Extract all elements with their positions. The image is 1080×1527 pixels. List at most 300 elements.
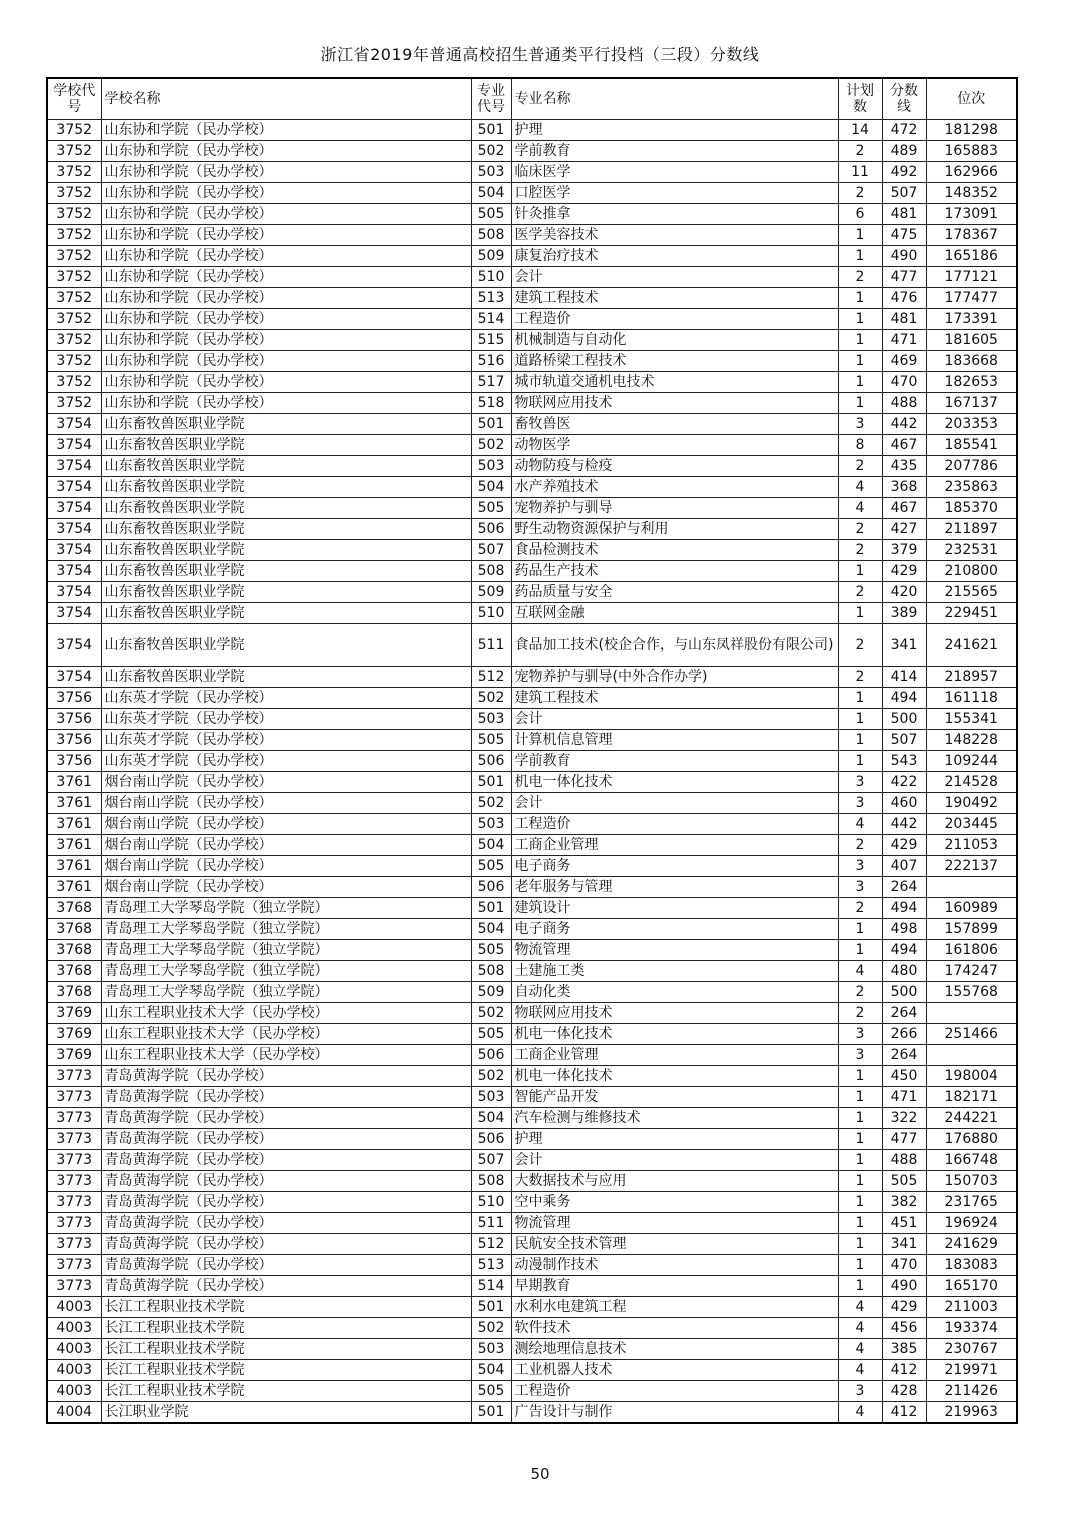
cell-plan: 1 [838, 1066, 882, 1087]
cell-school-name: 山东协和学院（民办学校） [101, 183, 471, 204]
cell-major-name: 水产养殖技术 [511, 477, 838, 498]
cell-school-code: 3773 [47, 1066, 101, 1087]
table-row [47, 267, 1017, 288]
cell-school-code: 3752 [47, 141, 101, 162]
cell-major-name: 电子商务 [511, 919, 838, 940]
table-row [47, 1087, 1017, 1108]
cell-school-code: 3761 [47, 856, 101, 877]
table-row [47, 1108, 1017, 1129]
cell-major-name: 药品质量与安全 [511, 582, 838, 603]
cell-rank: 181605 [926, 330, 1017, 351]
cell-school-code: 3754 [47, 540, 101, 561]
cell-school-code: 3769 [47, 1024, 101, 1045]
cell-plan: 1 [838, 1129, 882, 1150]
cell-major-code: 505 [471, 1381, 511, 1402]
cell-score: 477 [882, 267, 926, 288]
cell-major-code: 507 [471, 540, 511, 561]
cell-plan: 1 [838, 288, 882, 309]
table-row [47, 477, 1017, 498]
cell-school-name: 山东协和学院（民办学校） [101, 372, 471, 393]
cell-school-code: 3754 [47, 582, 101, 603]
cell-major-code: 514 [471, 1276, 511, 1297]
table-row [47, 582, 1017, 603]
cell-plan: 1 [838, 351, 882, 372]
cell-school-code: 3752 [47, 183, 101, 204]
table-row [47, 183, 1017, 204]
table-row [47, 330, 1017, 351]
cell-school-code: 3754 [47, 603, 101, 624]
cell-rank: 185370 [926, 498, 1017, 519]
cell-score: 414 [882, 667, 926, 688]
cell-rank: 222137 [926, 856, 1017, 877]
cell-score: 475 [882, 225, 926, 246]
cell-major-code: 501 [471, 1402, 511, 1424]
cell-rank: 231765 [926, 1192, 1017, 1213]
cell-major-code: 513 [471, 288, 511, 309]
cell-plan: 4 [838, 1339, 882, 1360]
cell-score: 480 [882, 961, 926, 982]
table-row [47, 709, 1017, 730]
cell-major-name: 电子商务 [511, 856, 838, 877]
table-row [47, 372, 1017, 393]
cell-rank: 167137 [926, 393, 1017, 414]
cell-school-name: 山东畜牧兽医职业学院 [101, 667, 471, 688]
cell-plan: 1 [838, 225, 882, 246]
cell-rank: 165186 [926, 246, 1017, 267]
cell-score: 470 [882, 1255, 926, 1276]
cell-score: 422 [882, 772, 926, 793]
cell-rank: 166748 [926, 1150, 1017, 1171]
cell-plan: 3 [838, 1381, 882, 1402]
cell-school-code: 3761 [47, 877, 101, 898]
cell-school-name: 山东畜牧兽医职业学院 [101, 519, 471, 540]
cell-school-code: 3752 [47, 330, 101, 351]
cell-score: 451 [882, 1213, 926, 1234]
cell-rank: 177477 [926, 288, 1017, 309]
cell-plan: 2 [838, 519, 882, 540]
table-row [47, 120, 1017, 141]
cell-major-name: 广告设计与制作 [511, 1402, 838, 1424]
cell-plan: 1 [838, 330, 882, 351]
table-header-row [47, 78, 1017, 120]
cell-score: 435 [882, 456, 926, 477]
cell-plan: 1 [838, 688, 882, 709]
cell-plan: 1 [838, 709, 882, 730]
cell-major-code: 505 [471, 498, 511, 519]
cell-score: 494 [882, 940, 926, 961]
cell-rank: 198004 [926, 1066, 1017, 1087]
cell-plan: 3 [838, 1045, 882, 1066]
cell-major-name: 野生动物资源保护与利用 [511, 519, 838, 540]
cell-plan: 3 [838, 414, 882, 435]
cell-school-code: 3768 [47, 919, 101, 940]
cell-score: 488 [882, 1150, 926, 1171]
cell-school-name: 青岛理工大学琴岛学院（独立学院） [101, 940, 471, 961]
cell-score: 494 [882, 898, 926, 919]
cell-school-code: 3754 [47, 498, 101, 519]
cell-major-code: 504 [471, 1360, 511, 1381]
cell-rank: 183083 [926, 1255, 1017, 1276]
cell-school-name: 烟台南山学院（民办学校） [101, 793, 471, 814]
header-score: 分数线 [882, 78, 926, 120]
cell-major-code: 504 [471, 919, 511, 940]
cell-score: 488 [882, 393, 926, 414]
page-title: 浙江省2019年普通高校招生普通类平行投档（三段）分数线 [320, 45, 760, 64]
cell-major-code: 502 [471, 793, 511, 814]
cell-plan: 1 [838, 1234, 882, 1255]
cell-score: 322 [882, 1108, 926, 1129]
cell-school-code: 3773 [47, 1129, 101, 1150]
cell-major-name: 物联网应用技术 [511, 393, 838, 414]
cell-score: 500 [882, 982, 926, 1003]
cell-school-code: 3768 [47, 940, 101, 961]
cell-score: 498 [882, 919, 926, 940]
header-plan: 计划数 [838, 78, 882, 120]
cell-score: 507 [882, 183, 926, 204]
cell-school-code: 3754 [47, 624, 101, 667]
cell-score: 481 [882, 204, 926, 225]
cell-school-code: 3754 [47, 414, 101, 435]
cell-school-name: 山东畜牧兽医职业学院 [101, 603, 471, 624]
table-row [47, 1213, 1017, 1234]
cell-rank: 235863 [926, 477, 1017, 498]
cell-rank: 244221 [926, 1108, 1017, 1129]
cell-major-name: 汽车检测与维修技术 [511, 1108, 838, 1129]
cell-major-code: 503 [471, 814, 511, 835]
cell-rank: 214528 [926, 772, 1017, 793]
table-row [47, 624, 1017, 667]
cell-school-code: 3756 [47, 709, 101, 730]
cell-major-code: 504 [471, 183, 511, 204]
cell-school-name: 青岛黄海学院（民办学校） [101, 1213, 471, 1234]
cell-school-code: 3773 [47, 1276, 101, 1297]
cell-score: 471 [882, 330, 926, 351]
cell-school-code: 3769 [47, 1045, 101, 1066]
cell-rank: 230767 [926, 1339, 1017, 1360]
cell-school-name: 青岛黄海学院（民办学校） [101, 1150, 471, 1171]
cell-major-name: 自动化类 [511, 982, 838, 1003]
cell-rank: 185541 [926, 435, 1017, 456]
cell-major-code: 513 [471, 1255, 511, 1276]
cell-plan: 2 [838, 624, 882, 667]
cell-plan: 3 [838, 856, 882, 877]
cell-school-name: 山东英才学院（民办学校） [101, 688, 471, 709]
cell-score: 460 [882, 793, 926, 814]
cell-school-code: 3773 [47, 1087, 101, 1108]
cell-plan: 1 [838, 1087, 882, 1108]
cell-major-name: 智能产品开发 [511, 1087, 838, 1108]
table-row [47, 1402, 1017, 1424]
cell-plan: 4 [838, 961, 882, 982]
cell-plan: 1 [838, 940, 882, 961]
cell-major-code: 501 [471, 1297, 511, 1318]
cell-school-code: 3768 [47, 982, 101, 1003]
cell-school-name: 青岛黄海学院（民办学校） [101, 1192, 471, 1213]
cell-rank: 215565 [926, 582, 1017, 603]
cell-school-name: 青岛黄海学院（民办学校） [101, 1129, 471, 1150]
cell-school-code: 4003 [47, 1339, 101, 1360]
cell-rank: 150703 [926, 1171, 1017, 1192]
cell-school-code: 3761 [47, 793, 101, 814]
cell-school-code: 3752 [47, 309, 101, 330]
cell-major-code: 516 [471, 351, 511, 372]
cell-plan: 2 [838, 183, 882, 204]
cell-major-name: 动漫制作技术 [511, 1255, 838, 1276]
cell-plan: 1 [838, 393, 882, 414]
cell-major-code: 505 [471, 204, 511, 225]
cell-score: 472 [882, 120, 926, 141]
table-row [47, 877, 1017, 898]
cell-score: 471 [882, 1087, 926, 1108]
cell-score: 427 [882, 519, 926, 540]
cell-plan: 4 [838, 498, 882, 519]
cell-rank [926, 1045, 1017, 1066]
cell-major-code: 503 [471, 162, 511, 183]
table-row [47, 814, 1017, 835]
cell-school-name: 山东畜牧兽医职业学院 [101, 414, 471, 435]
cell-major-name: 护理 [511, 120, 838, 141]
cell-score: 467 [882, 435, 926, 456]
cell-major-name: 食品检测技术 [511, 540, 838, 561]
cell-major-name: 早期教育 [511, 1276, 838, 1297]
table-row [47, 393, 1017, 414]
cell-rank: 241629 [926, 1234, 1017, 1255]
cell-major-name: 工商企业管理 [511, 835, 838, 856]
cell-rank: 182171 [926, 1087, 1017, 1108]
cell-score: 470 [882, 372, 926, 393]
cell-school-name: 山东畜牧兽医职业学院 [101, 561, 471, 582]
cell-major-name: 大数据技术与应用 [511, 1171, 838, 1192]
cell-score: 500 [882, 709, 926, 730]
cell-score: 429 [882, 835, 926, 856]
table-row [47, 1150, 1017, 1171]
cell-school-name: 山东协和学院（民办学校） [101, 393, 471, 414]
cell-rank: 162966 [926, 162, 1017, 183]
cell-major-name: 计算机信息管理 [511, 730, 838, 751]
cell-school-name: 长江工程职业技术学院 [101, 1297, 471, 1318]
cell-school-name: 山东畜牧兽医职业学院 [101, 456, 471, 477]
cell-major-code: 517 [471, 372, 511, 393]
cell-rank: 218957 [926, 667, 1017, 688]
cell-school-name: 烟台南山学院（民办学校） [101, 877, 471, 898]
cell-plan: 2 [838, 667, 882, 688]
cell-rank: 196924 [926, 1213, 1017, 1234]
cell-rank: 174247 [926, 961, 1017, 982]
table-row [47, 1066, 1017, 1087]
table-row [47, 940, 1017, 961]
cell-school-code: 3752 [47, 267, 101, 288]
cell-school-code: 3752 [47, 120, 101, 141]
cell-school-name: 山东工程职业技术大学（民办学校） [101, 1045, 471, 1066]
cell-score: 385 [882, 1339, 926, 1360]
cell-rank: 173391 [926, 309, 1017, 330]
cell-school-code: 3756 [47, 730, 101, 751]
cell-plan: 3 [838, 1024, 882, 1045]
cell-major-name: 土建施工类 [511, 961, 838, 982]
cell-score: 382 [882, 1192, 926, 1213]
cell-plan: 2 [838, 582, 882, 603]
table-row [47, 288, 1017, 309]
table-row [47, 1318, 1017, 1339]
cell-major-code: 502 [471, 141, 511, 162]
cell-school-name: 长江工程职业技术学院 [101, 1381, 471, 1402]
cell-school-code: 4003 [47, 1360, 101, 1381]
cell-major-code: 514 [471, 309, 511, 330]
cell-school-name: 山东英才学院（民办学校） [101, 730, 471, 751]
cell-school-code: 3752 [47, 162, 101, 183]
cell-rank: 210800 [926, 561, 1017, 582]
cell-plan: 2 [838, 540, 882, 561]
cell-school-name: 青岛黄海学院（民办学校） [101, 1255, 471, 1276]
cell-plan: 1 [838, 1108, 882, 1129]
cell-school-name: 山东畜牧兽医职业学院 [101, 498, 471, 519]
cell-rank: 157899 [926, 919, 1017, 940]
cell-score: 428 [882, 1381, 926, 1402]
cell-plan: 1 [838, 246, 882, 267]
cell-school-name: 青岛黄海学院（民办学校） [101, 1171, 471, 1192]
cell-plan: 1 [838, 1276, 882, 1297]
cell-major-code: 502 [471, 688, 511, 709]
cell-major-name: 工程造价 [511, 309, 838, 330]
table-row [47, 772, 1017, 793]
cell-rank: 251466 [926, 1024, 1017, 1045]
cell-school-name: 青岛理工大学琴岛学院（独立学院） [101, 961, 471, 982]
cell-school-code: 3754 [47, 519, 101, 540]
cell-plan: 2 [838, 1003, 882, 1024]
cell-major-code: 506 [471, 751, 511, 772]
cell-major-code: 503 [471, 1087, 511, 1108]
cell-school-name: 长江工程职业技术学院 [101, 1318, 471, 1339]
cell-rank: 173091 [926, 204, 1017, 225]
cell-school-code: 3773 [47, 1192, 101, 1213]
cell-score: 420 [882, 582, 926, 603]
cell-major-code: 502 [471, 1066, 511, 1087]
cell-rank: 165170 [926, 1276, 1017, 1297]
cell-school-name: 山东畜牧兽医职业学院 [101, 582, 471, 603]
cell-school-code: 4003 [47, 1297, 101, 1318]
cell-score: 469 [882, 351, 926, 372]
cell-rank: 155341 [926, 709, 1017, 730]
cell-major-name: 工程造价 [511, 814, 838, 835]
cell-score: 341 [882, 1234, 926, 1255]
cell-school-name: 山东协和学院（民办学校） [101, 162, 471, 183]
header-major-name: 专业名称 [511, 78, 838, 120]
cell-plan: 1 [838, 751, 882, 772]
cell-school-code: 3773 [47, 1108, 101, 1129]
cell-rank: 203353 [926, 414, 1017, 435]
cell-score: 477 [882, 1129, 926, 1150]
cell-major-name: 工程造价 [511, 1381, 838, 1402]
cell-major-code: 503 [471, 456, 511, 477]
cell-school-code: 3768 [47, 961, 101, 982]
cell-score: 264 [882, 1045, 926, 1066]
cell-score: 379 [882, 540, 926, 561]
cell-school-code: 3752 [47, 225, 101, 246]
cell-rank: 182653 [926, 372, 1017, 393]
cell-score: 264 [882, 1003, 926, 1024]
cell-rank: 109244 [926, 751, 1017, 772]
cell-rank: 160989 [926, 898, 1017, 919]
cell-rank: 241621 [926, 624, 1017, 667]
cell-major-name: 临床医学 [511, 162, 838, 183]
cell-school-code: 3754 [47, 477, 101, 498]
cell-rank: 229451 [926, 603, 1017, 624]
cell-school-name: 烟台南山学院（民办学校） [101, 772, 471, 793]
cell-major-code: 512 [471, 667, 511, 688]
cell-rank: 190492 [926, 793, 1017, 814]
cell-major-code: 504 [471, 477, 511, 498]
table-row [47, 667, 1017, 688]
cell-plan: 1 [838, 1171, 882, 1192]
cell-major-name: 宠物养护与驯导(中外合作办学) [511, 667, 838, 688]
cell-score: 492 [882, 162, 926, 183]
cell-school-name: 山东协和学院（民办学校） [101, 246, 471, 267]
cell-major-name: 机电一体化技术 [511, 1066, 838, 1087]
cell-plan: 4 [838, 1360, 882, 1381]
cell-school-code: 3773 [47, 1150, 101, 1171]
cell-major-code: 510 [471, 603, 511, 624]
cell-school-name: 长江职业学院 [101, 1402, 471, 1424]
cell-school-name: 青岛黄海学院（民办学校） [101, 1066, 471, 1087]
cell-rank: 165883 [926, 141, 1017, 162]
cell-school-code: 3752 [47, 393, 101, 414]
table-row [47, 456, 1017, 477]
cell-school-name: 山东协和学院（民办学校） [101, 141, 471, 162]
cell-school-name: 山东畜牧兽医职业学院 [101, 477, 471, 498]
cell-school-name: 青岛黄海学院（民办学校） [101, 1087, 471, 1108]
cell-major-code: 518 [471, 393, 511, 414]
cell-plan: 1 [838, 309, 882, 330]
cell-major-code: 501 [471, 772, 511, 793]
cell-school-code: 3752 [47, 288, 101, 309]
cell-plan: 1 [838, 730, 882, 751]
table-row [47, 1192, 1017, 1213]
cell-school-code: 3754 [47, 561, 101, 582]
cell-score: 442 [882, 414, 926, 435]
cell-school-name: 长江工程职业技术学院 [101, 1360, 471, 1381]
cell-major-name: 针灸推拿 [511, 204, 838, 225]
table-row [47, 688, 1017, 709]
cell-plan: 1 [838, 561, 882, 582]
cell-score: 456 [882, 1318, 926, 1339]
cell-major-code: 506 [471, 1129, 511, 1150]
header-school-name: 学校名称 [101, 78, 471, 120]
table-row [47, 204, 1017, 225]
cell-rank: 161806 [926, 940, 1017, 961]
table-row [47, 561, 1017, 582]
cell-rank: 183668 [926, 351, 1017, 372]
cell-rank: 219971 [926, 1360, 1017, 1381]
cell-major-code: 501 [471, 898, 511, 919]
cell-rank: 161118 [926, 688, 1017, 709]
cell-rank: 148228 [926, 730, 1017, 751]
cell-rank: 211897 [926, 519, 1017, 540]
cell-score: 481 [882, 309, 926, 330]
cell-major-name: 会计 [511, 709, 838, 730]
cell-school-code: 3773 [47, 1213, 101, 1234]
cell-plan: 2 [838, 982, 882, 1003]
table-row [47, 982, 1017, 1003]
cell-school-name: 山东畜牧兽医职业学院 [101, 624, 471, 667]
cell-major-code: 502 [471, 435, 511, 456]
cell-rank [926, 877, 1017, 898]
cell-major-code: 508 [471, 961, 511, 982]
header-school-code: 学校代号 [47, 78, 101, 120]
cell-rank: 219963 [926, 1402, 1017, 1424]
cell-major-name: 药品生产技术 [511, 561, 838, 582]
table-row [47, 519, 1017, 540]
cell-school-code: 3756 [47, 688, 101, 709]
